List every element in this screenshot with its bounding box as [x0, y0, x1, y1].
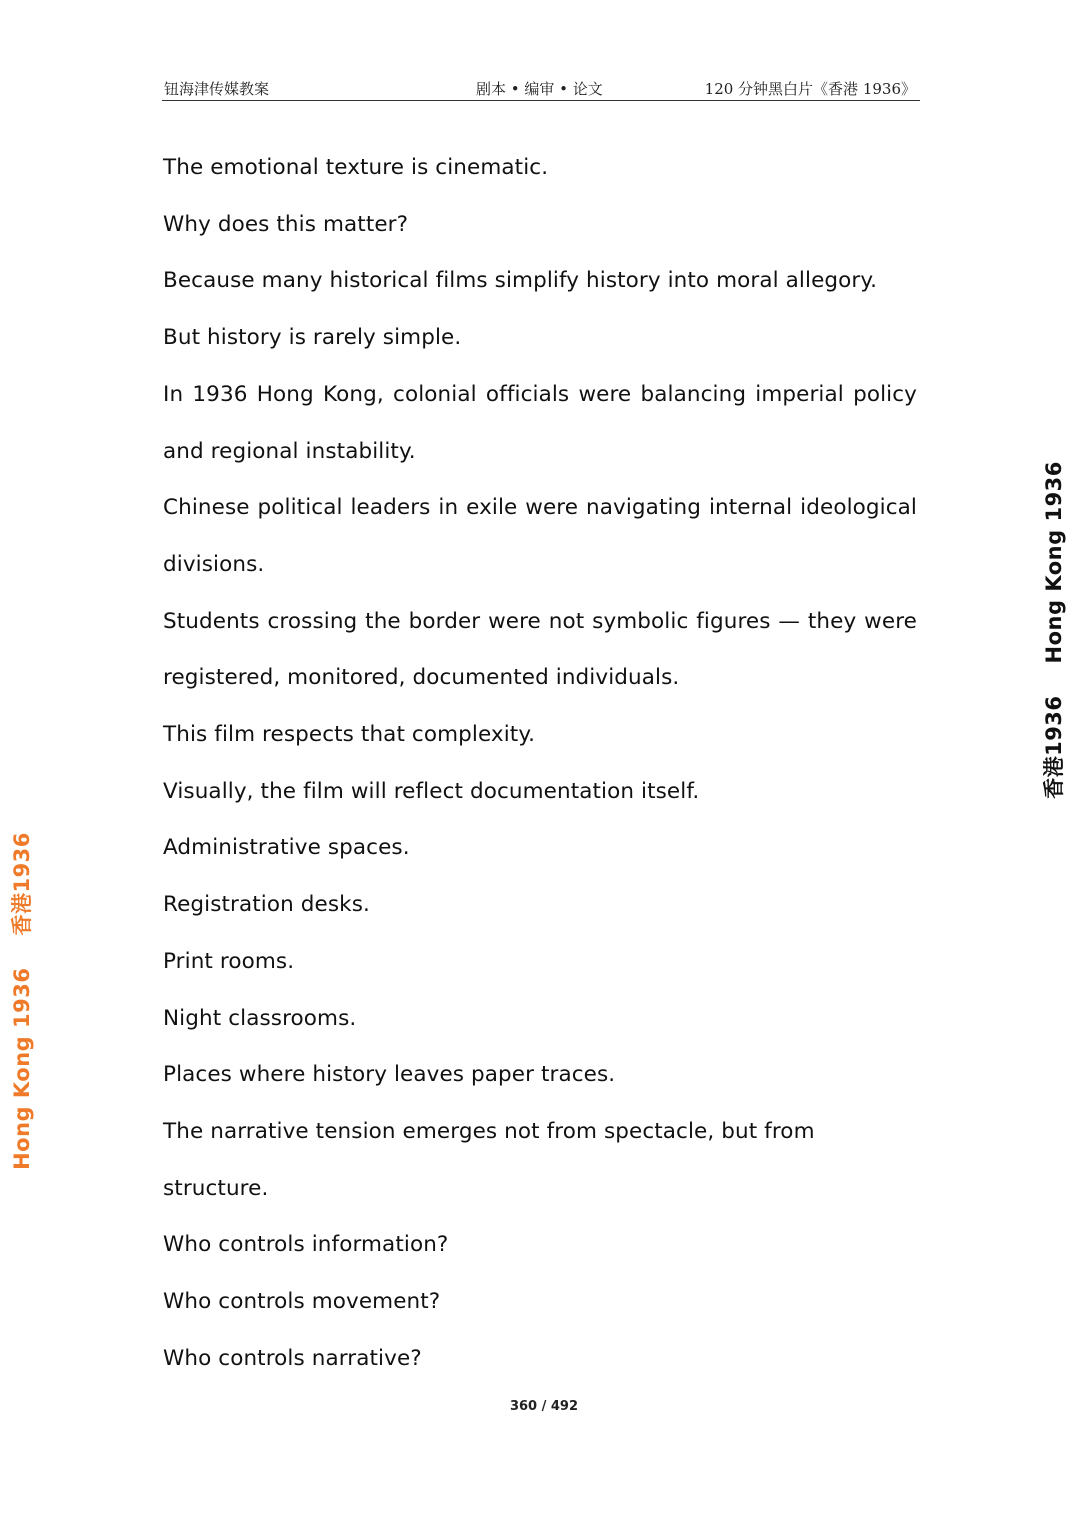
paragraph: Visually, the film will reflect documentation itself. — [163, 778, 700, 804]
side-right-english-title: Hong Kong 1936 — [1042, 461, 1066, 664]
paragraph: Chinese political leaders in exile were navigating internal ideological divisions. — [163, 495, 917, 577]
paragraph: Administrative spaces. — [163, 835, 410, 861]
side-left-english-title: Hong Kong 1936 — [10, 967, 34, 1170]
paragraph: Because many historical films simplify history into moral allegory. — [163, 268, 878, 294]
paragraph: Who controls movement? — [163, 1289, 441, 1315]
paragraph: This film respects that complexity. — [163, 722, 536, 748]
paragraph: Students crossing the border were not symbolic figures — they were registered, monitored, documented individuals. — [163, 608, 917, 691]
paragraph: But history is rarely simple. — [163, 325, 462, 351]
paragraph: In 1936 Hong Kong, colonial officials were balancing imperial policy and regional instability. — [163, 381, 917, 464]
side-right-chinese-title: 香港1936 — [1042, 695, 1066, 799]
header-right-title: 120 分钟黑白片《香港 1936》 — [704, 80, 916, 98]
side-left-chinese-title: 香港1936 — [10, 832, 34, 936]
page-number: 360 / 492 — [509, 1399, 579, 1414]
paragraph: The narrative tension emerges not from spectacle, but from structure. — [163, 1118, 815, 1201]
paragraph: Places where history leaves paper traces. — [163, 1062, 616, 1088]
paragraph: The emotional texture is cinematic. — [163, 155, 549, 180]
paragraph: Why does this matter? — [163, 211, 409, 237]
side-watermark-right — [1038, 461, 1068, 799]
paragraph: Print rooms. — [163, 948, 295, 974]
side-watermark-left — [6, 832, 36, 1170]
paragraph: Who controls information? — [163, 1232, 449, 1258]
paragraph: Registration desks. — [163, 892, 370, 918]
paragraph: Who controls narrative? — [163, 1345, 422, 1371]
header-center-title: 剧本 • 编审 • 论文 — [476, 80, 603, 98]
paragraph: Night classrooms. — [163, 1005, 357, 1031]
body-text — [163, 140, 917, 1387]
header-left-title: 钮海津传媒教案 — [164, 80, 270, 98]
page-header — [162, 76, 920, 101]
